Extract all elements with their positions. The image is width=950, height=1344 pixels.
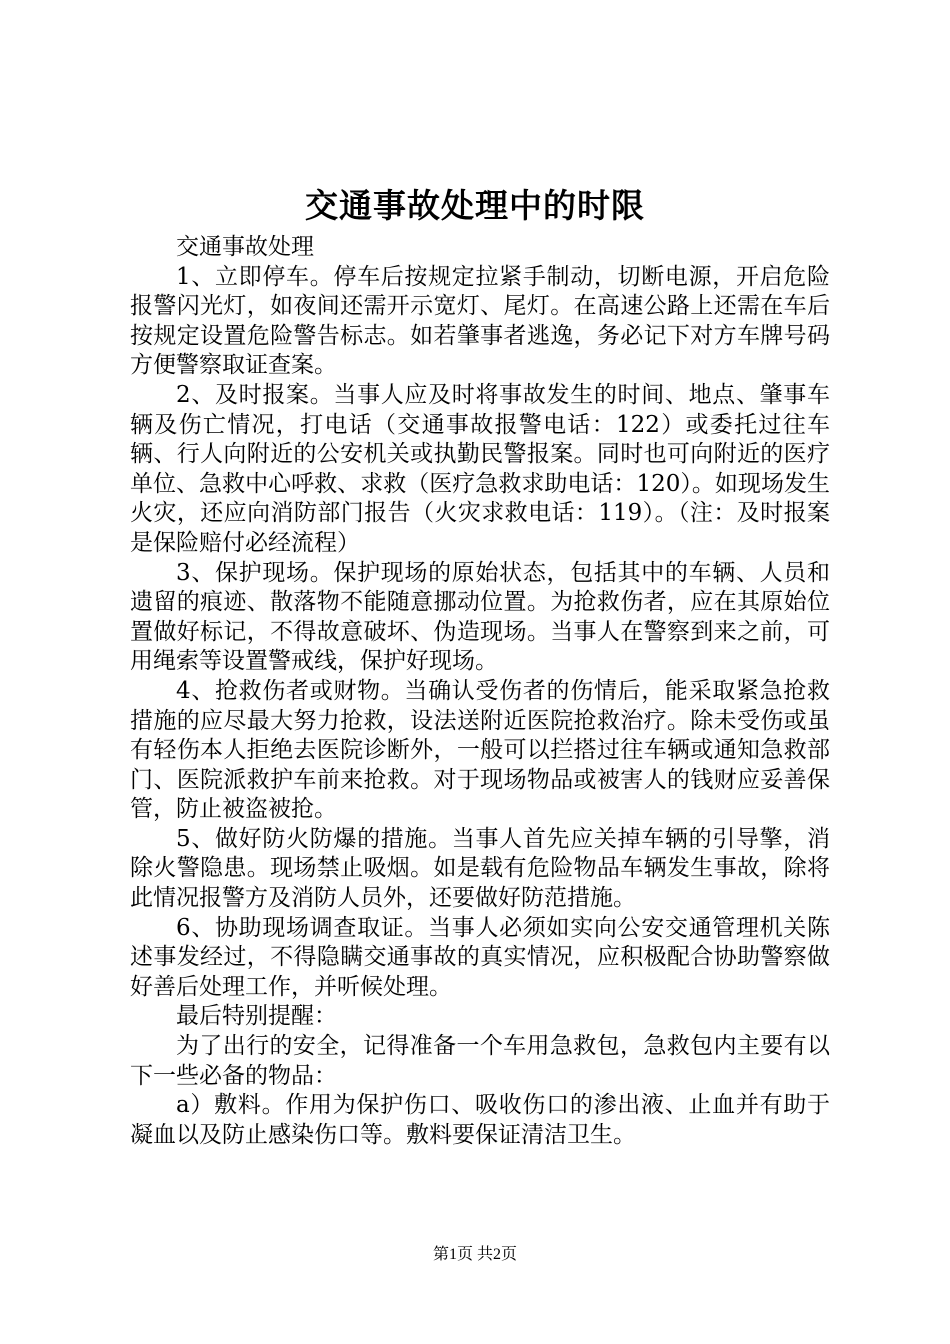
paragraph-step-6: 6、协助现场调查取证。当事人必须如实向公安交通管理机关陈述事发经过，不得隐瞒交通事故的真实情况，应积极配合协助警察做好善后处理工作，并听候处理。 [130,914,830,1000]
paragraph-heading: 交通事故处理 [176,234,314,260]
paragraph-first-aid-kit: 为了出行的安全，记得准备一个车用急救包，急救包内主要有以下一些必备的物品： [130,1033,830,1089]
paragraph-step-1: 1、立即停车。停车后按规定拉紧手制动，切断电源，开启危险报警闪光灯，如夜间还需开示宽灯、尾灯。在高速公路上还需在车后按规定设置危险警告标志。如若肇事者逃逸，务必记下对方车牌号码方便警察取证查案。 [130,263,830,379]
paragraph-reminder-heading: 最后特别提醒： [176,1003,337,1030]
paragraph-step-5: 5、做好防火防爆的措施。当事人首先应关掉车辆的引导擎，消除火警隐患。现场禁止吸烟。如是载有危险物品车辆发生事故，除将此情况报警方及消防人员外，还要做好防范措施。 [130,825,830,912]
paragraph-dressings: a）敷料。作用为保护伤口、吸收伤口的渗出液、止血并有助于凝血以及防止感染伤口等。敷料要保证清洁卫生。 [130,1092,830,1148]
document-title: 交通事故处理中的时限 [305,186,645,225]
paragraph-step-4: 4、抢救伤者或财物。当确认受伤者的伤情后，能采取紧急抢救措施的应尽最大努力抢救，设法送附近医院抢救治疗。除未受伤或虽有轻伤本人拒绝去医院诊断外，一般可以拦搭过往车辆或通知急救部门、医院派救护车前来抢救。对于现场物品或被害人的钱财应妥善保管，防止被盗被抢。 [130,677,830,823]
paragraph-step-3: 3、保护现场。保护现场的原始状态，包括其中的车辆、人员和遗留的痕迹、散落物不能随意挪动位置。为抢救伤者，应在其原始位置做好标记，不得故意破坏、伪造现场。当事人在警察到来之前，可用绳索等设置警戒线，保护好现场。 [130,559,830,675]
paragraph-step-2: 2、及时报案。当事人应及时将事故发生的时间、地点、肇事车辆及伤亡情况，打电话（交通事故报警电话：122）或委托过往车辆、行人向附近的公安机关或执勤民警报案。同时也可向附近的医疗单位、急救中心呼救、求救（医疗急救求助电话：120）。如现场发生火灾，还应向消防部门报告（火灾求救电话：119）。（注：及时报案是保险赔付必经流程） [130,381,830,556]
document-body [130,233,830,1150]
page-number-footer: 第1页 共2页 [432,1246,517,1263]
